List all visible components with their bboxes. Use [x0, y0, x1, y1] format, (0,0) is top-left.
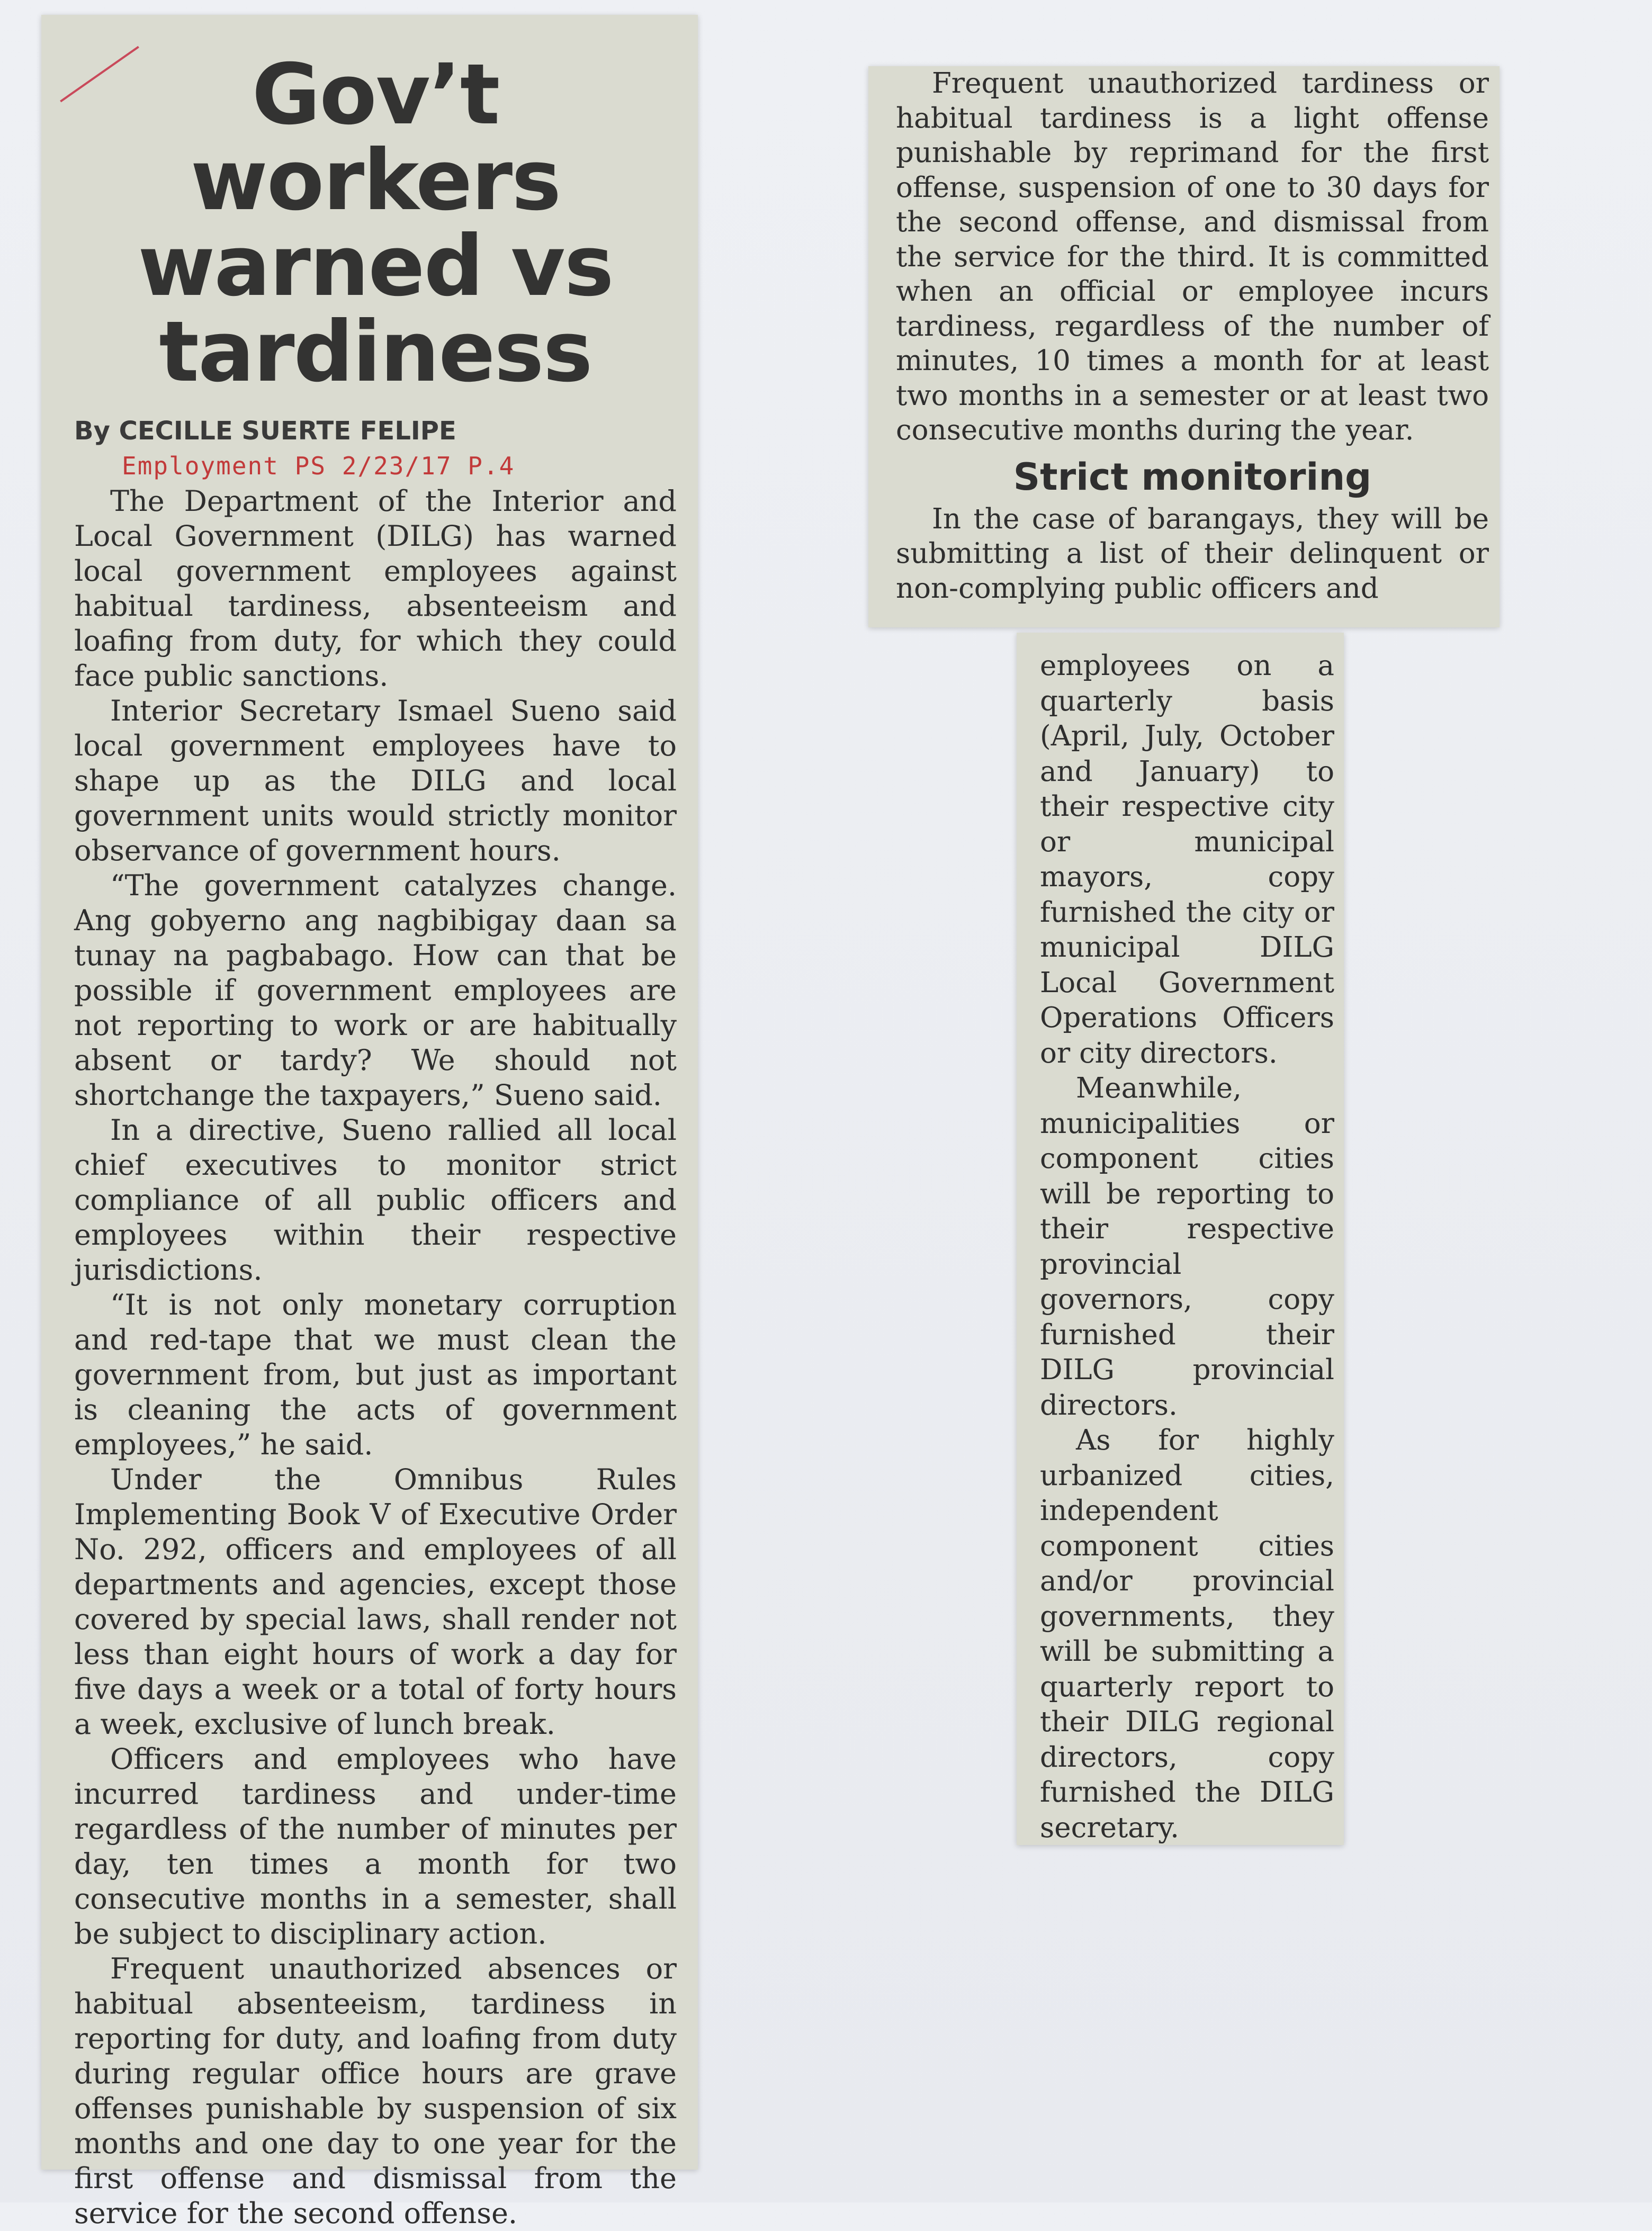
- paragraph: In the case of barangays, they will be submitting a list of their delinquent or non-complying public officers and: [896, 502, 1489, 605]
- paragraph: Meanwhile, municipalities or component cities will be reporting to their respective provincial governors, copy furnished their DILG provincial directors.: [1040, 1072, 1334, 1422]
- handwritten-note: Employment PS 2/23/17 P.4: [122, 452, 515, 480]
- byline: By CECILLE SUERTE FELIPE: [74, 416, 456, 446]
- paragraph: Interior Secretary Ismael Sueno said local government employees have to shape up as the DILG and local government units would strictly monitor observance of government hours.: [74, 694, 677, 867]
- subheading: Strict monitoring: [1013, 455, 1372, 499]
- paragraph: Officers and employees who have incurred tardiness and under-time regardless of the number of minutes per day, ten times a month for two consecutive months in a semester, shall be subject to disciplinary action.: [74, 1742, 677, 1950]
- paragraph: As for highly urbanized cities, independent component cities and/or provincial governments, they will be submitting a quarterly report to their DILG regional directors, copy furnished the DILG secretary.: [1040, 1424, 1334, 1844]
- paragraph: employees on a quarterly basis (April, July, October and January) to their respective city or municipal mayors, copy furnished the city or municipal DILG Local Government Operations Officers or city directors.: [1040, 650, 1334, 1069]
- paragraph: “It is not only monetary corruption and red-tape that we must clean the government from, but just as important is cleaning the acts of government employees,” he said.: [74, 1288, 677, 1461]
- article-clipping-right-bottom: [1017, 633, 1344, 1845]
- paragraph: “The government catalyzes change. Ang gobyerno ang nagbibigay daan sa tunay na pagbabago. How can that be possible if government employees are not reporting to work or are habitually absent or tardy? We should not shortchange the taxpayers,” Sueno said.: [74, 869, 677, 1112]
- paragraph: Frequent unauthorized absences or habitual absenteeism, tardiness in reporting for duty, and loafing from duty during regular office hours are grave offenses punishable by suspension of six months and one day to one year for the first offense and dismissal from the service for the second offense.: [74, 1952, 677, 2230]
- article-clipping-right-top: [868, 66, 1500, 627]
- paragraph: Frequent unauthorized tardiness or habitual tardiness is a light offense punishable by reprimand for the first offense, suspension of one to 30 days for the second offense, and dismissal from the service for the third. It is committed when an official or employee incurs tardiness, regardless of the number of minutes, 10 times a month for at least two months in a semester or at least two consecutive months during the year.: [896, 67, 1489, 446]
- left-column-body: [74, 484, 677, 2231]
- headline: Gov’t workers warned vs tardiness: [138, 46, 613, 401]
- right-top-continued: [896, 502, 1489, 606]
- right-bottom-body: [1040, 649, 1334, 1846]
- paragraph: Under the Omnibus Rules Implementing Book V of Executive Order No. 292, officers and employees of all departments and agencies, except those covered by special laws, shall render not less than eight hours of work a day for five days a week or a total of forty hours a week, exclusive of lunch break.: [74, 1463, 677, 1741]
- paragraph: The Department of the Interior and Local Government (DILG) has warned local government employees against habitual tardiness, absenteeism and loafing from duty, for which they could face public sanctions.: [74, 484, 677, 692]
- paragraph: In a directive, Sueno rallied all local chief executives to monitor strict compliance of all public officers and employees within their respective jurisdictions.: [74, 1113, 677, 1287]
- right-top-body: [896, 66, 1489, 448]
- article-clipping-left: [41, 15, 698, 2230]
